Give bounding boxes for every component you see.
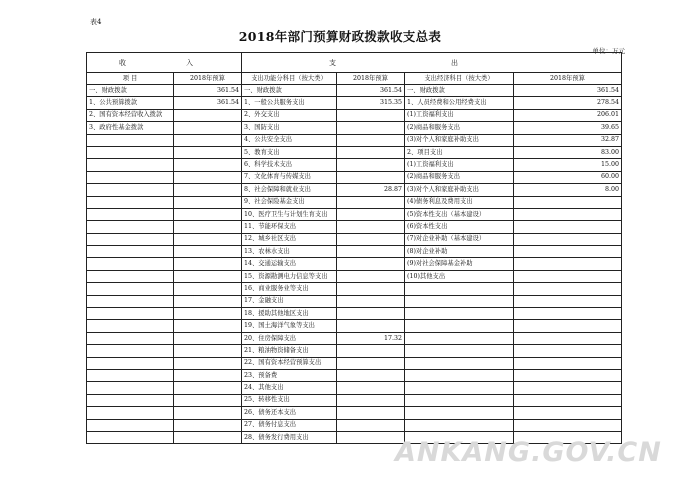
table-cell (174, 345, 242, 357)
table-cell: 1、人员经费和公用经费支出 (405, 97, 514, 109)
table-cell: (10)其他支出 (405, 270, 514, 282)
table-cell (337, 295, 405, 307)
table-cell: 13、农林水支出 (242, 246, 337, 258)
table-cell (337, 109, 405, 121)
table-row (87, 159, 622, 171)
table-cell: 2、项目支出 (405, 146, 514, 158)
income-header: 收 入 (87, 53, 242, 73)
table-cell (337, 357, 405, 369)
table-row (87, 283, 622, 295)
table-row (87, 382, 622, 394)
table-cell (514, 382, 622, 394)
table-cell: 26、债务还本支出 (242, 407, 337, 419)
table-row (87, 171, 622, 183)
table-cell: 2、外交支出 (242, 109, 337, 121)
table-cell: (9)对社会保障基金补助 (405, 258, 514, 270)
table-cell: 2、国有资本经营收入拨款 (87, 109, 174, 121)
table-cell: 21、粮油物资储备支出 (242, 345, 337, 357)
table-cell: 9、社会保险基金支出 (242, 196, 337, 208)
col-econ-class: 支出经济科目（按大类） (405, 73, 514, 85)
header-row-top (87, 53, 622, 73)
table-cell (87, 345, 174, 357)
table-cell (337, 407, 405, 419)
table-cell (87, 184, 174, 196)
table-cell (337, 159, 405, 171)
table-cell (87, 134, 174, 146)
table-cell (514, 419, 622, 431)
table-cell: 8、社会保障和就业支出 (242, 184, 337, 196)
table-cell: 32.87 (514, 134, 622, 146)
table-cell: 83.00 (514, 146, 622, 158)
table-row (87, 419, 622, 431)
table-cell (337, 369, 405, 381)
table-row (87, 134, 622, 146)
table-cell: (2)商品和服务支出 (405, 171, 514, 183)
table-cell (174, 246, 242, 258)
table-cell (174, 258, 242, 270)
table-cell (405, 345, 514, 357)
table-row (87, 258, 622, 270)
table-cell: 15、资源勘测电力信息等支出 (242, 270, 337, 282)
table-cell: 20、住房保障支出 (242, 332, 337, 344)
table-cell (514, 295, 622, 307)
table-row (87, 184, 622, 196)
table-cell (337, 246, 405, 258)
table-row (87, 146, 622, 158)
table-cell (514, 394, 622, 406)
table-cell (174, 184, 242, 196)
table-cell: 361.54 (514, 85, 622, 97)
table-cell: 3、政府性基金拨款 (87, 122, 174, 134)
table-cell (337, 146, 405, 158)
table-cell (174, 369, 242, 381)
table-cell: 一、财政拨款 (405, 85, 514, 97)
table-cell (337, 196, 405, 208)
table-cell (174, 270, 242, 282)
table-cell: 5、教育支出 (242, 146, 337, 158)
table-row (87, 407, 622, 419)
table-cell (87, 320, 174, 332)
table-cell: 19、国土海洋气象等支出 (242, 320, 337, 332)
table-cell (337, 345, 405, 357)
table-cell (514, 283, 622, 295)
table-cell (514, 221, 622, 233)
table-row (87, 295, 622, 307)
table-cell: (5)资本性支出（基本建设） (405, 208, 514, 220)
table-cell: 7、文化体育与传媒支出 (242, 171, 337, 183)
table-cell (87, 369, 174, 381)
table-cell (87, 407, 174, 419)
table-cell (514, 345, 622, 357)
table-cell: 39.65 (514, 122, 622, 134)
table-cell: 12、城乡社区支出 (242, 233, 337, 245)
table-row (87, 270, 622, 282)
table-cell: (1)工资福利支出 (405, 109, 514, 121)
table-cell (514, 320, 622, 332)
table-cell (87, 382, 174, 394)
table-cell: 4、公共安全支出 (242, 134, 337, 146)
col-func-class: 支出功能分科目（按大类） (242, 73, 337, 85)
table-cell (337, 208, 405, 220)
budget-table (86, 52, 622, 444)
table-cell: 1、公共预算拨款 (87, 97, 174, 109)
table-cell: 361.54 (337, 85, 405, 97)
table-cell (405, 357, 514, 369)
table-cell (405, 332, 514, 344)
table-cell (514, 332, 622, 344)
table-cell: 206.01 (514, 109, 622, 121)
table-row (87, 308, 622, 320)
table-row (87, 97, 622, 109)
table-row (87, 122, 622, 134)
table-cell (514, 196, 622, 208)
table-cell (174, 109, 242, 121)
table-row (87, 320, 622, 332)
watermark: ANKANG.GOV.CN (395, 437, 662, 468)
unit-label: 单位：万元 (592, 47, 625, 55)
table-row (87, 246, 622, 258)
table-cell: 17、金融支出 (242, 295, 337, 307)
table-cell (174, 407, 242, 419)
table-cell (514, 233, 622, 245)
table-row (87, 394, 622, 406)
table-cell: 18、援助其他地区支出 (242, 308, 337, 320)
table-cell: 一、财政拨款 (242, 85, 337, 97)
table-cell (87, 308, 174, 320)
table-cell: 11、节能环保支出 (242, 221, 337, 233)
table-cell: 60.00 (514, 171, 622, 183)
table-row (87, 109, 622, 121)
table-cell: (6)资本性支出 (405, 221, 514, 233)
table-cell: (7)对企业补助（基本建设） (405, 233, 514, 245)
table-cell: 22、国有资本经营预算支出 (242, 357, 337, 369)
table-cell: 361.54 (174, 85, 242, 97)
table-row (87, 369, 622, 381)
table-cell (337, 382, 405, 394)
table-cell: (2)商品和服务支出 (405, 122, 514, 134)
table-cell (87, 357, 174, 369)
table-cell: 一、财政拨款 (87, 85, 174, 97)
table-cell (87, 221, 174, 233)
table-cell (514, 258, 622, 270)
table-cell (87, 258, 174, 270)
table-cell: 361.54 (174, 97, 242, 109)
col-func-budget: 2018年预算 (337, 73, 405, 85)
expense-header: 支 出 (242, 53, 622, 73)
table-cell (174, 134, 242, 146)
col-item: 项 目 (87, 73, 174, 85)
table-cell (174, 159, 242, 171)
table-cell (174, 419, 242, 431)
table-cell (514, 369, 622, 381)
table-cell: 25、转移性支出 (242, 394, 337, 406)
table-cell: 16、商业服务业等支出 (242, 283, 337, 295)
table-cell (337, 283, 405, 295)
table-cell (514, 308, 622, 320)
table-cell (174, 122, 242, 134)
table-cell: (3)对个人和家庭补助支出 (405, 134, 514, 146)
table-cell (337, 308, 405, 320)
table-cell: (3)对个人和家庭补助支出 (405, 184, 514, 196)
table-cell (405, 320, 514, 332)
table-cell (337, 134, 405, 146)
table-cell (174, 382, 242, 394)
table-cell (405, 369, 514, 381)
table-cell (405, 407, 514, 419)
table-cell (174, 357, 242, 369)
table-cell (87, 332, 174, 344)
col-econ-budget: 2018年预算 (514, 73, 622, 85)
table-cell (337, 122, 405, 134)
table-body (87, 85, 622, 444)
table-cell (87, 419, 174, 431)
table-row (87, 196, 622, 208)
table-cell: 24、其他支出 (242, 382, 337, 394)
table-cell (174, 146, 242, 158)
table-cell: (4)债务利息及费用支出 (405, 196, 514, 208)
table-cell (174, 332, 242, 344)
table-cell: 14、交通运输支出 (242, 258, 337, 270)
table-cell (337, 258, 405, 270)
table-row (87, 233, 622, 245)
table-row (87, 221, 622, 233)
table-cell: 3、国防支出 (242, 122, 337, 134)
page-title: 2018年部门预算财政拨款收支总表 (238, 29, 442, 44)
table-cell (337, 270, 405, 282)
table-cell: 17.32 (337, 332, 405, 344)
table-row (87, 332, 622, 344)
table-cell: 6、科学技术支出 (242, 159, 337, 171)
table-cell (87, 171, 174, 183)
col-income-budget: 2018年预算 (174, 73, 242, 85)
table-row (87, 345, 622, 357)
table-cell (337, 320, 405, 332)
table-cell: 1、一般公共服务支出 (242, 97, 337, 109)
table-cell (87, 394, 174, 406)
table-cell: 27、债务付息支出 (242, 419, 337, 431)
table-cell (405, 295, 514, 307)
table-cell (174, 295, 242, 307)
table-cell (87, 208, 174, 220)
table-cell (174, 233, 242, 245)
table-row (87, 208, 622, 220)
table-cell (514, 407, 622, 419)
table-cell (337, 233, 405, 245)
table-cell (405, 394, 514, 406)
table-cell (87, 246, 174, 258)
table-cell (87, 146, 174, 158)
table-cell: (1)工资福利支出 (405, 159, 514, 171)
table-cell (174, 394, 242, 406)
table-cell: 15.00 (514, 159, 622, 171)
table-cell (405, 419, 514, 431)
table-cell (87, 159, 174, 171)
table-cell (174, 171, 242, 183)
table-cell (87, 196, 174, 208)
table-row (87, 357, 622, 369)
table-cell (405, 283, 514, 295)
table-cell: 278.54 (514, 97, 622, 109)
table-cell (337, 419, 405, 431)
table-cell (337, 221, 405, 233)
table-row (87, 85, 622, 97)
table-cell: 28、债务发行费用支出 (242, 431, 337, 443)
table-cell (87, 270, 174, 282)
table-cell (405, 308, 514, 320)
table-cell: 28.87 (337, 184, 405, 196)
table-cell: 23、预备费 (242, 369, 337, 381)
table-cell: 315.35 (337, 97, 405, 109)
header-row-columns (87, 73, 622, 85)
table-cell (337, 394, 405, 406)
table-cell (87, 431, 174, 443)
table-cell (514, 357, 622, 369)
table-cell (337, 171, 405, 183)
table-cell (174, 308, 242, 320)
table-cell (514, 270, 622, 282)
table-cell (174, 320, 242, 332)
table-cell (87, 283, 174, 295)
table-cell: (8)对企业补助 (405, 246, 514, 258)
table-cell (174, 196, 242, 208)
table-cell (174, 431, 242, 443)
table-number: 表4 (90, 18, 102, 26)
table-cell: 8.00 (514, 184, 622, 196)
table-cell (514, 246, 622, 258)
table-cell (174, 283, 242, 295)
table-cell: 10、医疗卫生与计划生育支出 (242, 208, 337, 220)
table-cell (87, 295, 174, 307)
table-cell (174, 221, 242, 233)
table-cell (174, 208, 242, 220)
table-cell (87, 233, 174, 245)
table-cell (405, 382, 514, 394)
table-cell (514, 208, 622, 220)
